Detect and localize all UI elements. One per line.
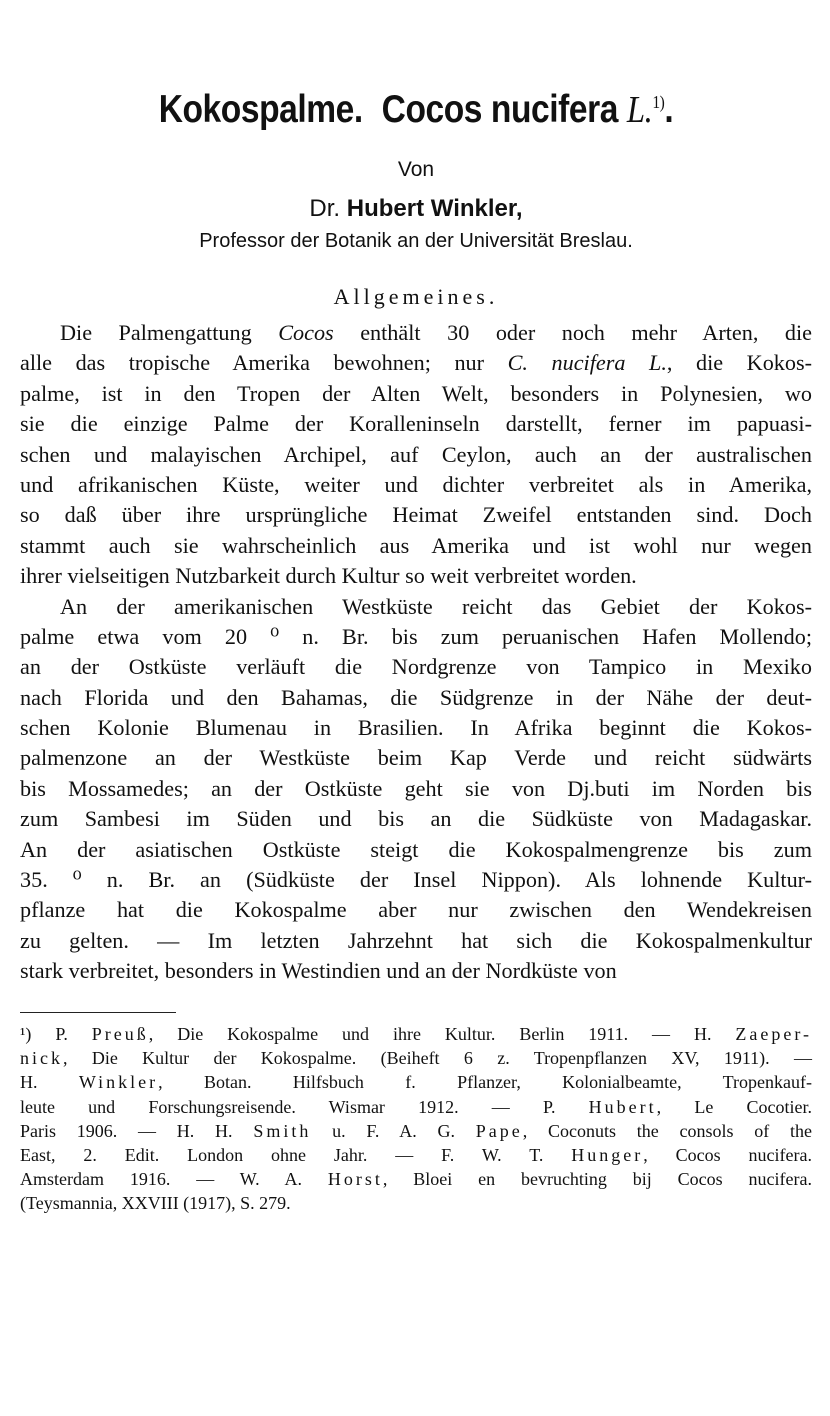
italic-term: Cocos xyxy=(278,320,334,345)
spaced-author-name: Winkler xyxy=(78,1072,159,1093)
spaced-author-name: Zaeper- xyxy=(735,1024,812,1044)
body-line: stammt auch sie wahrscheinlich aus Amerika und ist wohl nur wegen xyxy=(20,532,812,558)
footnote-line xyxy=(20,1095,812,1119)
body-line: an der Ostküste verläuft die Nordgrenze von Tampico in Mexiko xyxy=(20,654,812,680)
footnote-text-run: Paris 1906. — H. H. xyxy=(20,1120,254,1141)
body-line: 35. ⁰ n. Br. an (Südküste der Insel Nippon). Als lohnende Kultur- xyxy=(20,867,812,893)
italic-term: C. nucifera L. xyxy=(507,350,667,376)
body-text-run: , die Kokos- xyxy=(666,350,812,376)
body-text-run: enthält 30 oder noch mehr Arten, die xyxy=(333,320,813,345)
author-full-name: Hubert Winkler, xyxy=(346,195,523,222)
footnote-line xyxy=(20,1070,812,1094)
footnote-divider xyxy=(20,1012,176,1013)
article-title: Kokospalme. Cocos nucifera L.$^{1)}$. xyxy=(158,88,674,131)
title-latin: Cocos nucifera xyxy=(381,88,618,131)
body-text-run: alle das tropische Amerika bewohnen; nur xyxy=(20,350,508,376)
body-line: sie die einzige Palme der Koralleninseln darstellt, ferner im papuasi- xyxy=(20,411,812,437)
spaced-author-name: Hunger xyxy=(571,1144,644,1165)
footnote-text-run: ¹) P. xyxy=(20,1024,92,1044)
body-line: An der asiatischen Ostküste steigt die Kokospalmengrenze bis zum xyxy=(20,836,812,862)
footnote-text-run: , Coconuts the consols of the xyxy=(522,1120,813,1141)
section-heading: Allgemeines. xyxy=(333,284,499,309)
body-line: bis Mossamedes; an der Ostküste geht sie von Dj.buti im Norden bis xyxy=(20,775,812,801)
title-main: Kokospalme. xyxy=(158,88,363,131)
spaced-author-name: Pape xyxy=(475,1120,523,1141)
footnote-text-run: East, 2. Edit. London ohne Jahr. — F. W. T. xyxy=(20,1144,572,1165)
footnote-text-run: , Le Cocotier. xyxy=(656,1096,812,1117)
body-line: schen und malayischen Archipel, auf Ceylon, auch an der australischen xyxy=(20,441,812,467)
footnote-line xyxy=(20,1022,812,1046)
footnote-text-run: u. F. A. G. xyxy=(311,1120,476,1141)
title-footnote-marker: 1) xyxy=(652,92,665,112)
body-line: pflanze hat die Kokospalme aber nur zwischen den Wendekreisen xyxy=(20,897,812,923)
footnote-text-run: Amsterdam 1916. — W. A. xyxy=(20,1169,328,1190)
footnote-line xyxy=(20,1191,812,1215)
footnote-text-run: , Bloei en bevruchting bij Cocos nucifera. xyxy=(382,1169,813,1190)
body-text xyxy=(20,318,812,987)
author-affiliation: Professor der Botanik an der Universität Breslau. xyxy=(199,230,633,252)
footnote-text-run: H. xyxy=(20,1072,79,1093)
body-line: stark verbreitet, besonders in Westindien und an der Nordküste von xyxy=(20,958,617,984)
author-name xyxy=(20,195,812,223)
body-line: zu gelten. — Im letzten Jahrzehnt hat sich die Kokospalmenkultur xyxy=(20,927,812,953)
footnote-text-run: , Cocos nucifera. xyxy=(643,1144,812,1165)
body-line: ihrer vielseitigen Nutzbarkeit durch Kultur so weit verbreitet worden. xyxy=(20,563,637,589)
footnote-line xyxy=(20,1167,812,1191)
body-line: so daß über ihre ursprüngliche Heimat Zweifel entstanden sind. Doch xyxy=(20,502,812,528)
footnote-line xyxy=(20,1046,812,1070)
spaced-author-name: Preuß xyxy=(91,1024,149,1044)
body-line: palme, ist in den Tropen der Alten Welt, besonders in Polynesien, wo xyxy=(20,380,812,406)
author-prefix: Dr. xyxy=(309,195,341,222)
spaced-author-name: nick xyxy=(20,1048,63,1069)
footnote-line xyxy=(20,1119,812,1143)
body-line: nach Florida und den Bahamas, die Südgrenze in der Nähe der deut- xyxy=(20,684,812,710)
body-line xyxy=(20,348,812,378)
by-line: Von xyxy=(397,158,435,181)
body-line: zum Sambesi im Süden und bis an die Südküste von Madagaskar. xyxy=(20,806,812,832)
footnote-text-run: leute und Forschungsreisende. Wismar 1912. — P. xyxy=(20,1096,589,1117)
body-line: palme etwa vom 20 ⁰ n. Br. bis zum peruanischen Hafen Mollendo; xyxy=(20,623,812,649)
body-line: schen Kolonie Blumenau in Brasilien. In Afrika beginnt die Kokos- xyxy=(20,715,812,741)
footnote-text-run: , Die Kultur der Kokospalme. (Beiheft 6 z. Tropenpflanzen XV, 1911). — xyxy=(63,1048,812,1069)
footnote-line xyxy=(20,1143,812,1167)
spaced-author-name: Horst xyxy=(327,1169,383,1190)
body-line: An der amerikanischen Westküste reicht das Gebiet der Kokos- xyxy=(60,593,812,619)
title-author-abbrev: L. xyxy=(626,89,653,131)
footnote-text-run: , Botan. Hilfsbuch f. Pflanzer, Kolonialbeamte, Tropenkauf- xyxy=(158,1072,813,1093)
spaced-author-name: Smith xyxy=(253,1120,312,1141)
spaced-author-name: Hubert xyxy=(588,1096,657,1117)
body-line xyxy=(20,318,812,348)
body-line: palmenzone an der Westküste beim Kap Verde und reicht südwärts xyxy=(20,745,812,771)
footnote-text-run: , Die Kokospalme und ihre Kultur. Berlin 1911. — H. xyxy=(148,1024,736,1044)
body-line: und afrikanischen Küste, weiter und dichter verbreitet als in Amerika, xyxy=(20,471,812,497)
body-text-run: Die Palmengattung xyxy=(60,320,279,345)
footnote-text-run: (Teysmannia, XXVIII (1917), S. 279. xyxy=(20,1193,291,1214)
footnotes xyxy=(20,1022,812,1216)
